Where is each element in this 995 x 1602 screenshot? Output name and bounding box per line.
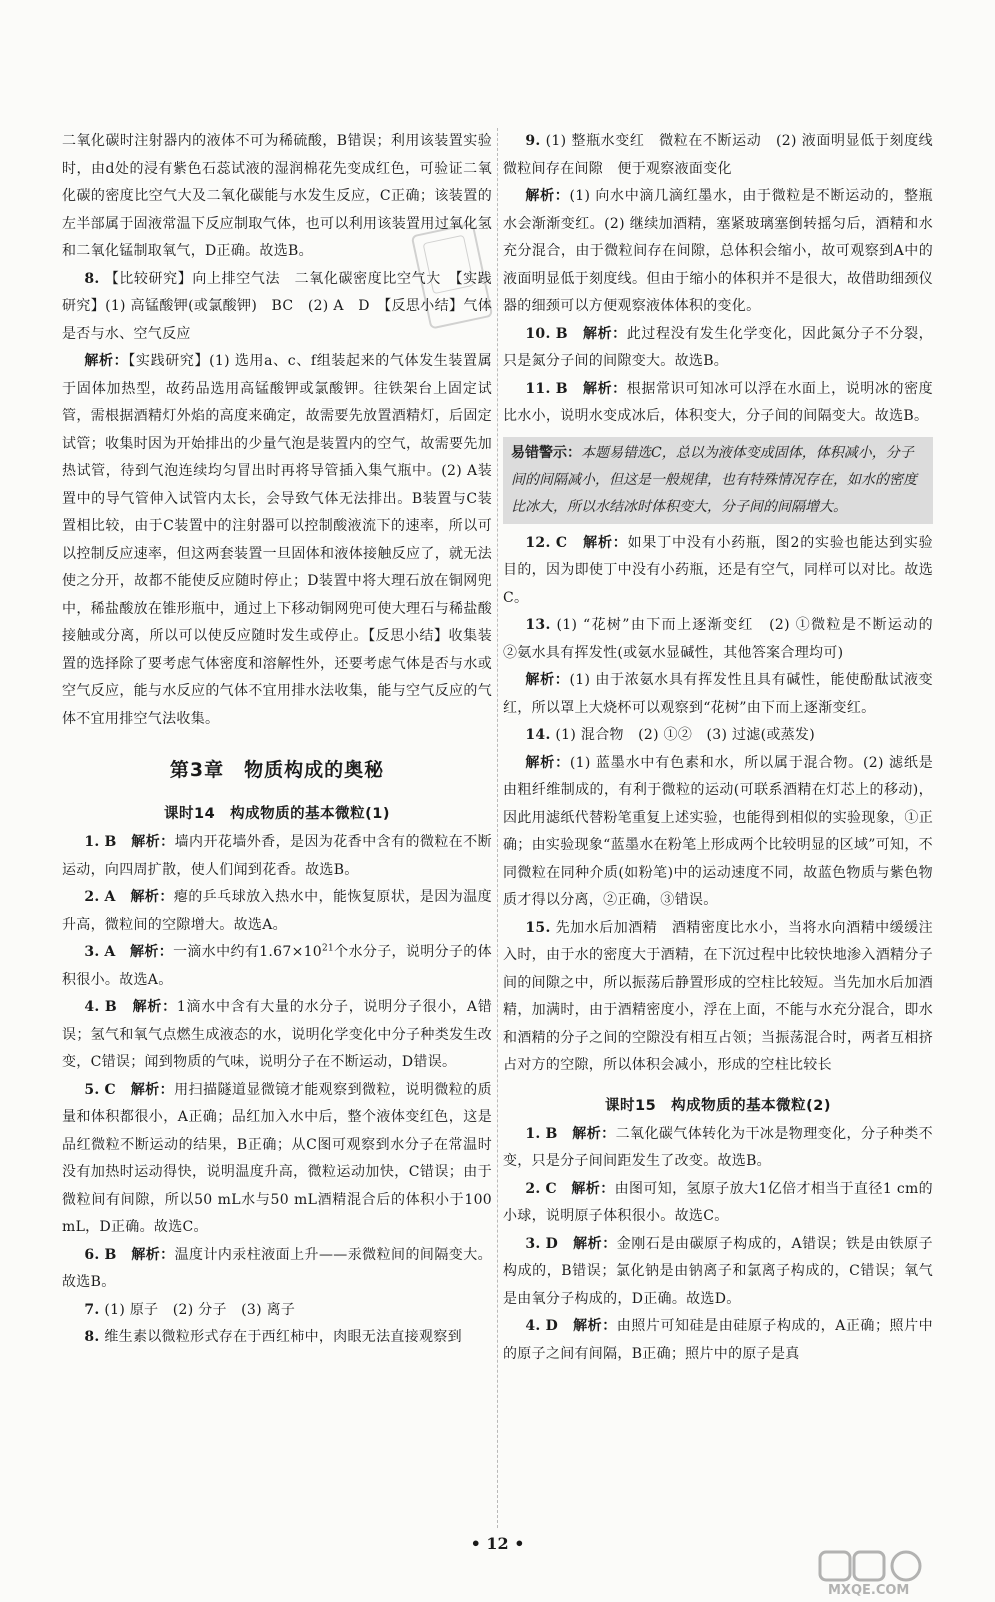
answer: D xyxy=(545,1318,559,1334)
analysis-text: (1) 向水中滴几滴红墨水，由于微粒是不断运动的，整瓶水会渐渐变红。(2) 继续加酒精，塞紧玻璃塞倒转摇匀后，酒精和水充分混合，由于微粒间存在间隙，总体积会缩小，故可观察到A中的液面明显低于刻度线。但由于缩小的体积并不是很大，故借助细颈仪器的细颈可以方便观察液体体积的变化。 xyxy=(503,188,933,314)
question-1 xyxy=(503,1121,933,1176)
analysis-label: 解析： xyxy=(525,188,570,204)
question-8b xyxy=(62,1324,492,1352)
answer: B xyxy=(555,380,568,397)
question-number: 14. xyxy=(525,727,551,743)
analysis-label: 解析： xyxy=(131,834,175,850)
analysis-text: (1) 蓝墨水中有色素和水，所以属于混合物。(2) 滤纸是由粗纤维制成的，有利于微粒的运动(可联系酒精在灯芯上的移动)，因此用滤纸代替粉笔重复上述实验，也能得到相似的实验现象，①正确；由实验现象“蓝墨水在粉笔上形成两个比较明显的区域”可知，不同微粒在同种介质(如粉笔)中的运动速度不同，故蓝色物质与紫色物质才得以分离，②正确，③错误。 xyxy=(503,754,933,908)
answer: 先加水后加酒精 酒精密度比水小，当将水向酒精中缓缓注入时，由于水的密度大于酒精，在下沉过程中比较快地渗入酒精分子间的间隙之中，所以振荡后静置形成的空柱比较短。当先加水后加酒精，加满时，由于酒精密度小，浮在上面，不能与水充分混合，即水和酒精的分子之间的空隙没有相互占领；当振荡混合时，两者互相挤占对方的空隙，所以体积会减小，形成的空柱比较长 xyxy=(503,919,933,1073)
question-11 xyxy=(503,376,933,431)
answer: B xyxy=(555,325,568,342)
answer: B xyxy=(104,834,117,850)
question-number: 8. xyxy=(84,270,100,287)
lesson-title: 课时15 构成物质的基本微粒(2) xyxy=(604,1097,832,1114)
question-12 xyxy=(503,530,933,613)
analysis-label: 解析： xyxy=(132,999,177,1015)
question-number: 9. xyxy=(525,133,541,149)
analysis-text: 瘪的乒乓球放入热水中，能恢复原状，是因为温度升高，微粒间的空隙增大。故选A。 xyxy=(62,889,492,933)
question-3 xyxy=(503,1231,933,1314)
answer: A xyxy=(104,889,116,905)
analysis xyxy=(503,750,933,915)
question-number: 1. xyxy=(525,1125,541,1142)
analysis-text: 二氧化碳气体转化为干冰是物理变化，分子种类不变，只是分子间间距发生了改变。故选B。 xyxy=(503,1125,933,1169)
analysis-text: 用扫描隧道显微镜才能观察到微粒，说明微粒的质量和体积都很小，A正确；品红加入水中后，整个液体变红色，这是品红微粒不断运动的结果，B正确；从C图可观察到水分子在常温时没有加热时运动得快，说明温度升高，微粒运动加快，C错误；由于微粒间有间隙，所以50 mL水与50 mL酒精混合后的体积小于100 mL，D正确。故选C。 xyxy=(62,1081,492,1235)
analysis-text: 由图可知，氢原子放大1亿倍才相当于直径1 cm的小球，说明原子体积很小。故选C。 xyxy=(503,1180,933,1224)
question-2 xyxy=(62,884,492,939)
svg-text:MXQE.COM: MXQE.COM xyxy=(828,1583,910,1598)
question-9 xyxy=(503,128,948,183)
answer: C xyxy=(555,534,568,551)
analysis-text: 由照片可知硅是由硅原子构成的，A正确；照片中的原子之间有间隔，B正确；照片中的原子是真 xyxy=(503,1318,933,1362)
answer: C xyxy=(545,1180,557,1197)
analysis-label: 解析： xyxy=(131,1246,175,1263)
question-number: 2. xyxy=(525,1180,541,1197)
question-2 xyxy=(503,1176,933,1231)
analysis-label: 解析： xyxy=(130,1081,175,1098)
analysis-label: 解析： xyxy=(573,1235,617,1252)
analysis-label: 解析： xyxy=(583,534,628,551)
analysis-label: 解析： xyxy=(130,889,174,905)
answer: (1) 整瓶水变红 微粒在不断运动 (2) 液面明显低于刻度线 微粒间存在间隙 便于观察液面变化 xyxy=(503,133,948,177)
question-number: 12. xyxy=(525,534,551,551)
question-number: 11. xyxy=(525,380,551,397)
left-column xyxy=(62,128,492,1352)
warning-label: 易错警示： xyxy=(511,444,581,461)
analysis-text: 根据常识可知冰可以浮在水面上，说明冰的密度比水小，说明水变成冰后，体积变大，分子间的间隔变大。故选B。 xyxy=(503,380,933,424)
analysis-label: 解析： xyxy=(582,325,627,342)
question-number: 5. xyxy=(84,1081,100,1098)
question-5 xyxy=(62,1077,492,1242)
answer: 维生素以微粒形式存在于西红柿中，肉眼无法直接观察到 xyxy=(104,1329,462,1345)
question-6 xyxy=(62,1242,492,1297)
chapter-title: 第3章 物质构成的奥秘 xyxy=(169,759,385,781)
answer: D xyxy=(545,1235,559,1252)
answer: (1) “花树”由下而上逐渐变红 (2) ①微粒是不断运动的 ②氨水具有挥发性(或氨水显碱性，其他答案合理均可) xyxy=(503,617,948,661)
analysis-text: 如果丁中没有小药瓶，图2的实验也能达到实验目的，因为即使丁中没有小药瓶，还是有空气，同样可以对比。故选C。 xyxy=(503,534,933,606)
question-1 xyxy=(62,829,492,884)
answer: (1) 原子 (2) 分子 (3) 离子 xyxy=(104,1301,296,1318)
analysis-label: 解析： xyxy=(525,672,570,688)
question-13 xyxy=(503,612,948,667)
lesson-title: 课时14 构成物质的基本微粒(1) xyxy=(163,806,391,822)
question-number: 3. xyxy=(84,944,100,960)
right-column xyxy=(503,128,948,1368)
exponent: 21 xyxy=(322,943,335,954)
analysis-text-cont: 个水分子，说明分子的体积很小。故选A。 xyxy=(62,944,492,988)
analysis-text: 【实践研究】(1) 选用a、c、f组装起来的气体发生装置属于固体加热型，故药品选用高锰酸钾或氯酸钾。往铁架台上固定试管，需根据酒精灯外焰的高度来确定，故需要先放置酒精灯，后固定试管；收集时因为开始排出的少量气泡是装置内的空气，故需要先加热试管，待到气泡连续均匀冒出时再将导管插入集气瓶中。(2) A装置中的导气管伸入试管内太长，会导致气体无法排出。B装置与C装置相比较，由于C装置中的注射器可以控制酸液流下的速率，所以可以控制反应速率，但这两套装置一旦固体和液体接触反应了，就无法使之分开，故都不能使反应随时停止；D装置中将大理石放在铜网兜中，稀盐酸放在锥形瓶中，通过上下移动铜网兜可使大理石与稀盐酸接触或分离，所以可以使反应随时发生或停止。【反思小结】收集装置的选择除了要考虑气体密度和溶解性外，还要考虑气体是否与水或空气反应，能与水反应的气体不宜用排水法收集，能与空气反应的气体不宜用排空气法收集。 xyxy=(62,353,492,727)
paragraph: 二氧化碳时注射器内的液体不可为稀硫酸，B错误；利用该装置实验时，由d处的浸有紫色石蕊试液的湿润棉花先变成红色，可验证二氧化碳的密度比空气大及二氧化碳能与水发生反应，C正确；该装置的左半部属于固液常温下反应制取气体，也可以利用该装置用过氧化氢和二氧化锰制取氧气，D正确。故选B。 xyxy=(62,133,492,259)
analysis-label: 解析： xyxy=(582,380,627,397)
analysis-text: 墙内开花墙外香，是因为花香中含有的微粒在不断运动，向四周扩散，使人们闻到花香。故选B。 xyxy=(62,834,492,878)
question-3 xyxy=(62,939,492,994)
analysis-label: 解析： xyxy=(573,1318,617,1334)
question-number: 10. xyxy=(525,325,551,342)
analysis-label: 解析： xyxy=(571,1180,615,1197)
answer: (1) 混合物 (2) ①② (3) 过滤(或蒸发) xyxy=(555,727,815,743)
question-number: 6. xyxy=(84,1246,100,1263)
error-warning-box xyxy=(503,437,933,524)
question-10 xyxy=(503,321,933,376)
question-number: 3. xyxy=(525,1235,541,1252)
watermark-logo-icon xyxy=(818,1548,988,1598)
question-number: 13. xyxy=(525,617,551,633)
question-7 xyxy=(62,1297,492,1325)
question-number: 15. xyxy=(525,919,551,936)
analysis-label: 解析： xyxy=(572,1125,616,1142)
analysis-text: 此过程没有发生化学变化，因此氮分子不分裂，只是氮分子间的间隙变大。故选B。 xyxy=(503,325,933,369)
page-number: • 12 • xyxy=(470,1534,525,1553)
question-number: 7. xyxy=(84,1301,100,1318)
question-8 xyxy=(62,266,492,349)
question-number: 8. xyxy=(84,1329,100,1345)
question-4 xyxy=(62,994,492,1077)
analysis-text: 一滴水中约有1.67×10 xyxy=(173,944,323,960)
analysis xyxy=(62,348,492,733)
watermark-logo xyxy=(818,1548,988,1598)
question-4 xyxy=(503,1313,933,1368)
analysis-label: 解析： xyxy=(525,754,570,771)
analysis xyxy=(503,183,933,321)
question-number: 1. xyxy=(84,834,100,850)
answer: C xyxy=(104,1081,116,1098)
answer: 【比较研究】向上排空气法 二氧化碳密度比空气大 【实践研究】(1) 高锰酸钾(或氯酸钾) BC (2) A D 【反思小结】气体是否与水、空气反应 xyxy=(62,270,492,342)
question-number: 4. xyxy=(525,1318,541,1334)
question-number: 2. xyxy=(84,889,100,905)
answer: B xyxy=(104,1246,117,1263)
warning-text: 本题易错选C，总以为液体变成固体，体积减小，分子间的间隔减小，但这是一般规律，也有特殊情况存在，如水的密度比冰大，所以水结冰时体积变大，分子间的间隔增大。 xyxy=(511,444,917,515)
question-number: 4. xyxy=(84,999,100,1015)
column-divider xyxy=(497,128,498,1528)
analysis xyxy=(503,667,933,722)
analysis-text: 1滴水中含有大量的水分子，说明分子很小，A错误；氢气和氧气点燃生成液态的水，说明化学变化中分子种类发生改变，C错误；闻到物质的气味，说明分子在不断运动，D错误。 xyxy=(62,999,492,1070)
question-14 xyxy=(503,722,933,750)
answer: B xyxy=(545,1125,558,1142)
analysis-text: 金刚石是由碳原子构成的，A错误；铁是由铁原子构成的，B错误；氯化钠是由钠离子和氯离子构成的，C错误；氧气是由氧分子构成的，D正确。故选D。 xyxy=(503,1235,933,1307)
analysis-text: (1) 由于浓氨水具有挥发性且具有碱性，能使酚酞试液变红，所以罩上大烧杯可以观察到“花树”由下而上逐渐变红。 xyxy=(503,672,933,716)
question-15 xyxy=(503,915,933,1080)
analysis-label: 解析： xyxy=(84,353,129,369)
answer: B xyxy=(104,999,117,1015)
answer: A xyxy=(104,944,116,960)
analysis-text: 温度计内汞柱液面上升——汞微粒间的间隔变大。故选B。 xyxy=(62,1246,492,1290)
analysis-label: 解析： xyxy=(130,944,174,960)
